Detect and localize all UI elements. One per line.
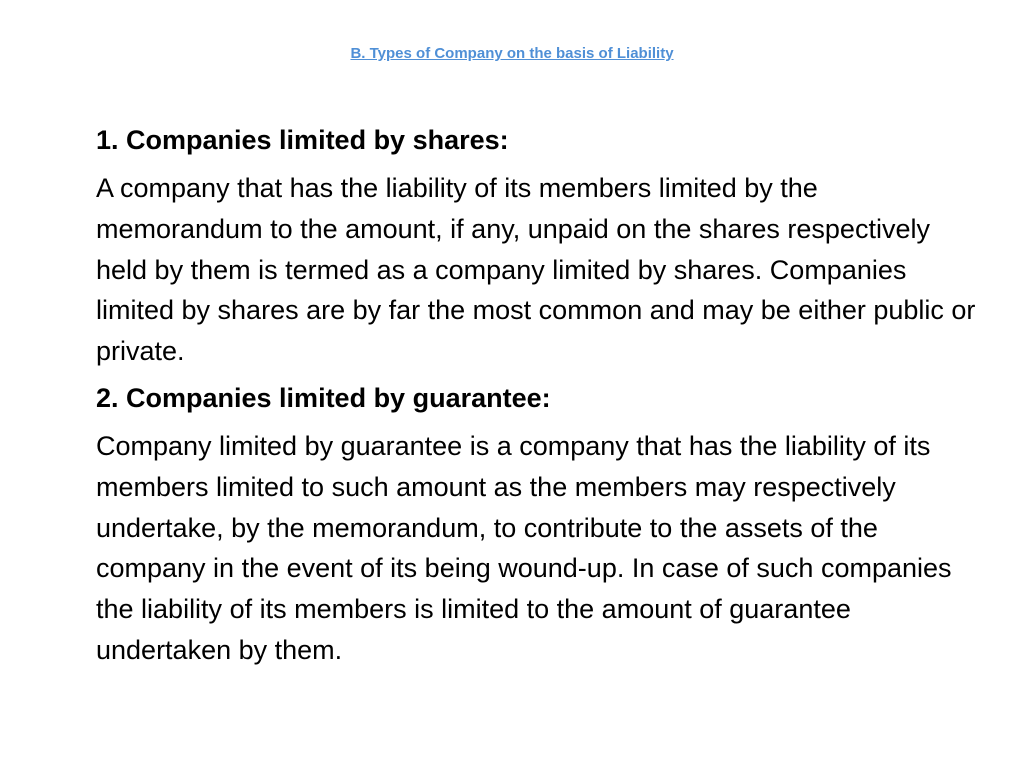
slide-title: B. Types of Company on the basis of Liability bbox=[350, 45, 674, 62]
slide-content bbox=[96, 120, 980, 677]
section-heading-shares: 1. Companies limited by shares: bbox=[96, 125, 509, 155]
section-heading-guarantee: 2. Companies limited by guarantee: bbox=[96, 382, 551, 413]
section-body-shares: A company that has the liability of its members limited by the memorandum to the amount, if any, unpaid on the shares respectively held by them is termed as a company limited by shares. Companies limited by shares are by far the most common and may be either public or private. bbox=[96, 173, 976, 367]
section-body-guarantee: Company limited by guarantee is a company that has the liability of its members limited to such amount as the members may respectively undertake, by the memorandum, to contribute to the assets of the company in the event of its being wound-up. In case of such companies the liability of its members is limited to the amount of guarantee undertaken by them. bbox=[96, 430, 952, 665]
